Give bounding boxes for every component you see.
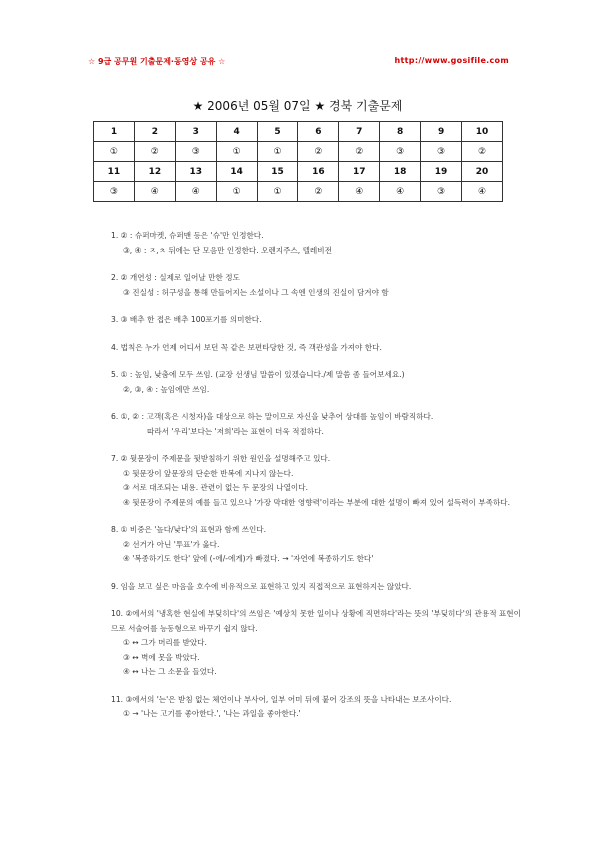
site-url-link[interactable]: http://www.gosifile.com: [394, 56, 509, 65]
explanations-section: [111, 229, 523, 735]
answer-cell: ①: [257, 182, 298, 202]
answer-cell: ①: [216, 182, 257, 202]
answer-cell: ①: [257, 142, 298, 162]
explanation-line: ③ 서로 대조되는 내용. 관련이 없는 두 문장의 나열이다.: [123, 483, 308, 492]
question-number: 9: [421, 122, 462, 142]
question-number: 17: [339, 162, 380, 182]
explanation-line: 10. ②에서의 '냉혹한 현실에 부딪히다'의 쓰임은 '예상치 못한 일이나 상황에 직면하다'라는 뜻의 '부딪히다'의 관용적 표현이므로 서술어를 능동형으로 바꾸기 쉽지 않다.: [111, 609, 521, 633]
question-number: 2: [134, 122, 175, 142]
explanation-item-11: [111, 693, 523, 722]
answer-cell: ②: [339, 142, 380, 162]
question-number: 18: [380, 162, 421, 182]
answer-row: [94, 182, 503, 202]
explanation-line: ②, ③, ④ : 높임에만 쓰임.: [123, 384, 210, 394]
question-number: 10: [462, 122, 503, 142]
explanation-line: ③ ↔ 벽에 못을 박았다.: [123, 652, 200, 662]
answer-cell: ②: [462, 142, 503, 162]
answer-cell: ②: [298, 182, 339, 202]
explanation-line: 5. ① : 높임, 낮춤에 모두 쓰임. (교장 선생님 말씀이 있겠습니다./제 말씀 좀 들어보세요.): [111, 370, 405, 379]
question-number: 14: [216, 162, 257, 182]
explanation-line: ④ ↔ 나는 그 소문을 들었다.: [123, 667, 217, 676]
question-number: 4: [216, 122, 257, 142]
explanation-line: ① 뒷문장이 앞문장의 단순한 반복에 지나지 않는다.: [123, 468, 294, 478]
question-number: 16: [298, 162, 339, 182]
explanation-line: 8. ① 비중은 '높다/낮다'의 표현과 함께 쓰인다.: [111, 525, 267, 534]
answer-row: [94, 142, 503, 162]
question-number-row: [94, 162, 503, 182]
explanation-line: 7. ② 뒷문장이 주제문을 뒷받침하기 위한 원인을 설명해주고 있다.: [111, 454, 331, 463]
question-number: 19: [421, 162, 462, 182]
question-number: 15: [257, 162, 298, 182]
answer-cell: ②: [298, 142, 339, 162]
answer-cell: ③: [175, 142, 216, 162]
page-title: ★ 2006년 05월 07일 ★ 경북 기출문제: [192, 99, 403, 113]
explanation-line: 2. ② 개연성 : 실제로 일어날 만한 정도: [111, 273, 240, 282]
explanation-item-5: [111, 368, 523, 397]
explanation-line: ③, ④ : ㅈ,ㅊ 뒤에는 단 모음만 인정한다. 오렌지주스, 텔레비전: [123, 245, 332, 255]
question-number: 20: [462, 162, 503, 182]
explanation-line: ④ '복종하기도 한다' 앞에 (-에/-에게)가 빠졌다. → '자연에 복종하기도 한다': [123, 554, 374, 563]
answer-cell: ③: [421, 142, 462, 162]
question-number: 13: [175, 162, 216, 182]
explanation-item-6: [111, 410, 523, 439]
explanation-line: 6. ①, ② : 고객(혹은 시청자)을 대상으로 하는 말이므로 자신을 낮추어 상대를 높임이 바람직하다.: [111, 412, 434, 421]
explanation-item-9: [111, 580, 523, 595]
question-number: 7: [339, 122, 380, 142]
answer-cell: ③: [94, 182, 135, 202]
explanation-line: ① ↔ 그가 머리를 받았다.: [123, 638, 207, 647]
answer-cell: ①: [94, 142, 135, 162]
explanation-line: 따라서 '우리'보다는 '저희'라는 표현이 더욱 적절하다.: [147, 426, 324, 436]
answer-cell: ④: [339, 182, 380, 202]
explanation-line: ① → '나는 고기를 좋아한다.', '나는 과일을 좋아한다.': [123, 709, 301, 718]
question-number: 5: [257, 122, 298, 142]
answer-cell: ④: [134, 182, 175, 202]
explanation-line: 9. 임을 보고 싶은 마음을 호수에 비유적으로 표현하고 있지 직접적으로 표현하지는 않았다.: [111, 581, 412, 591]
explanation-item-7: [111, 452, 523, 510]
answer-cell: ④: [462, 182, 503, 202]
answer-cell: ③: [421, 182, 462, 202]
answer-table: [93, 121, 503, 202]
question-number: 11: [94, 162, 135, 182]
explanation-line: 1. ② : 슈퍼마켓, 슈퍼맨 등은 '슈'만 인정한다.: [111, 231, 264, 240]
answer-cell: ②: [134, 142, 175, 162]
answer-cell: ③: [380, 142, 421, 162]
answer-cell: ①: [216, 142, 257, 162]
explanation-line: 11. ③에서의 '는'은 받침 없는 체언이나 부사어, 일부 어미 뒤에 붙어 강조의 뜻을 나타내는 보조사이다.: [111, 694, 452, 704]
explanation-line: ④ 뒷문장이 주제문의 예를 들고 있으나 '가장 막대한 영향력'이라는 부분에 대한 설명이 빠져 있어 설득력이 부족하다.: [123, 497, 511, 507]
explanation-item-3: [111, 313, 523, 328]
question-number: 8: [380, 122, 421, 142]
explanation-item-1: [111, 229, 523, 258]
explanation-line: ② 선거가 아닌 '투표'가 옳다.: [123, 539, 220, 549]
question-number: 12: [134, 162, 175, 182]
answer-cell: ④: [380, 182, 421, 202]
explanation-line: ③ 진실성 : 허구성을 통해 만들어지는 소설이나 그 속엔 인생의 진실이 담겨야 함: [123, 287, 389, 297]
explanation-line: 4. 법칙은 누가 언제 어디서 보던 꼭 같은 보편타당한 것, 즉 객관성을 가져야 한다.: [111, 342, 382, 352]
explanation-item-2: [111, 271, 523, 300]
site-banner-text: ☆ 9급 공무원 기출문제·동영상 공유 ☆: [88, 57, 226, 66]
question-number: 1: [94, 122, 135, 142]
explanation-line: 3. ③ 배추 한 접은 배추 100포기를 의미한다.: [111, 315, 262, 324]
question-number: 3: [175, 122, 216, 142]
explanation-item-8: [111, 523, 523, 567]
explanation-item-4: [111, 341, 523, 356]
question-number: 6: [298, 122, 339, 142]
answer-cell: ④: [175, 182, 216, 202]
question-number-row: [94, 122, 503, 142]
explanation-item-10: [111, 607, 523, 680]
